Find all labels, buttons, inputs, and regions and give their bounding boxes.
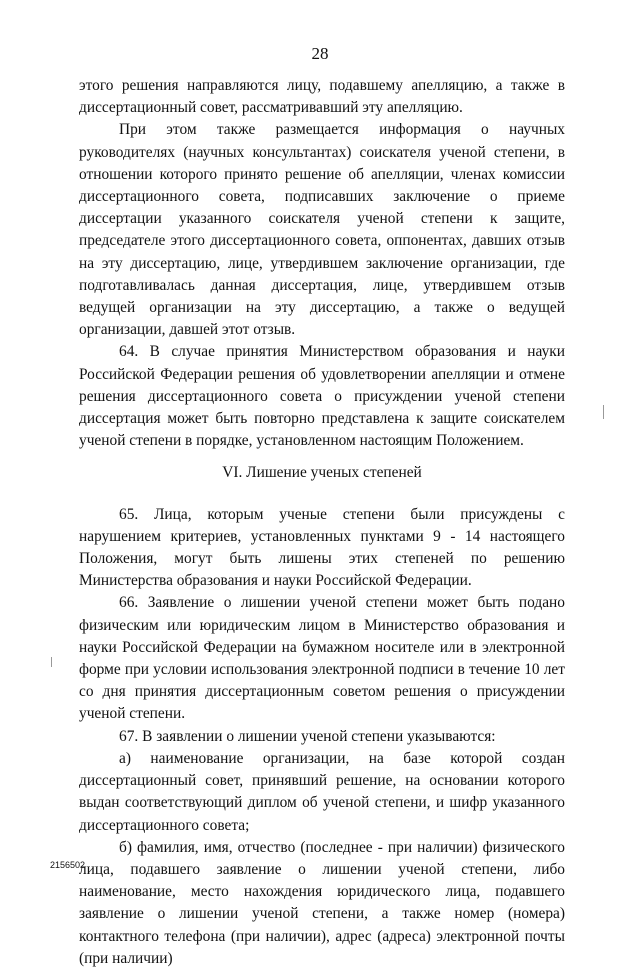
- page-number: 28: [311, 44, 329, 63]
- footer-document-code: 2156502: [50, 860, 86, 870]
- paragraph-64: 64. В случае принятия Министерством образования и науки Российской Федерации решения об удовлетворении апелляции и отмене решения диссертационного совета о присуждении ученой степени диссертация может быть повторно представлена к защите соискателем ученой степени в порядке, установленном настоящим Положением.: [79, 343, 565, 450]
- paragraph-continuation: этого решения направляются лицу, подавшему апелляцию, а также в диссертационный совет, рассматривавший эту апелляцию.: [79, 77, 565, 117]
- paragraph-65: 65. Лица, которым ученые степени были присуждены с нарушением критериев, установленных пунктами 9 - 14 настоящего Положения, могут быть лишены этих степеней по решению Министерства образования и науки Российской Федерации.: [79, 505, 565, 590]
- scan-mark: [51, 657, 52, 667]
- paragraph-67b: б) фамилия, имя, отчество (последнее - при наличии) физического лица, подавшего заявление о лишении ученой степени, либо наименование, место нахождения юридического лица, подавшего заявление о лишении ученой степени, а также номер (номера) контактного телефона (при наличии), адрес (адреса) электронной почты (при наличии): [79, 838, 565, 967]
- paragraph-67a: а) наименование организации, на базе которой создан диссертационный совет, принявший решение, на основании которого выдан соответствующий диплом об ученой степени, и шифр указанного диссертационного совета;: [79, 749, 565, 834]
- paragraph-supervisors-info: При этом также размещается информация о научных руководителях (научных консультантах) соискателя ученой степени, в отношении которого принято решение об апелляции, членах комиссии диссертационного совета, подписавших заключение о приеме диссертации указанного соискателя ученой степени к защите, председателе этого диссертационного совета, оппонентах, давших отзыв на эту диссертацию, лице, утвердившем заключение организации, где подготавливалась данная диссертация, лице, утвердившем отзыв ведущей организации на эту диссертацию, а также о ведущей организации, давшей этот отзыв.: [79, 121, 565, 339]
- section-heading: VI. Лишение ученых степеней: [222, 464, 422, 482]
- scan-mark: [603, 405, 604, 419]
- paragraph-66: 66. Заявление о лишении ученой степени может быть подано физическим или юридическим лицом в Министерство образования и науки Российской Федерации на бумажном носителе или в электронной форме при условии использования электронной подписи в течение 10 лет со дня принятия диссертационным советом решения о присуждении ученой степени.: [79, 594, 565, 723]
- paragraph-67: 67. В заявлении о лишении ученой степени указываются:: [119, 727, 496, 745]
- document-body: [79, 75, 565, 970]
